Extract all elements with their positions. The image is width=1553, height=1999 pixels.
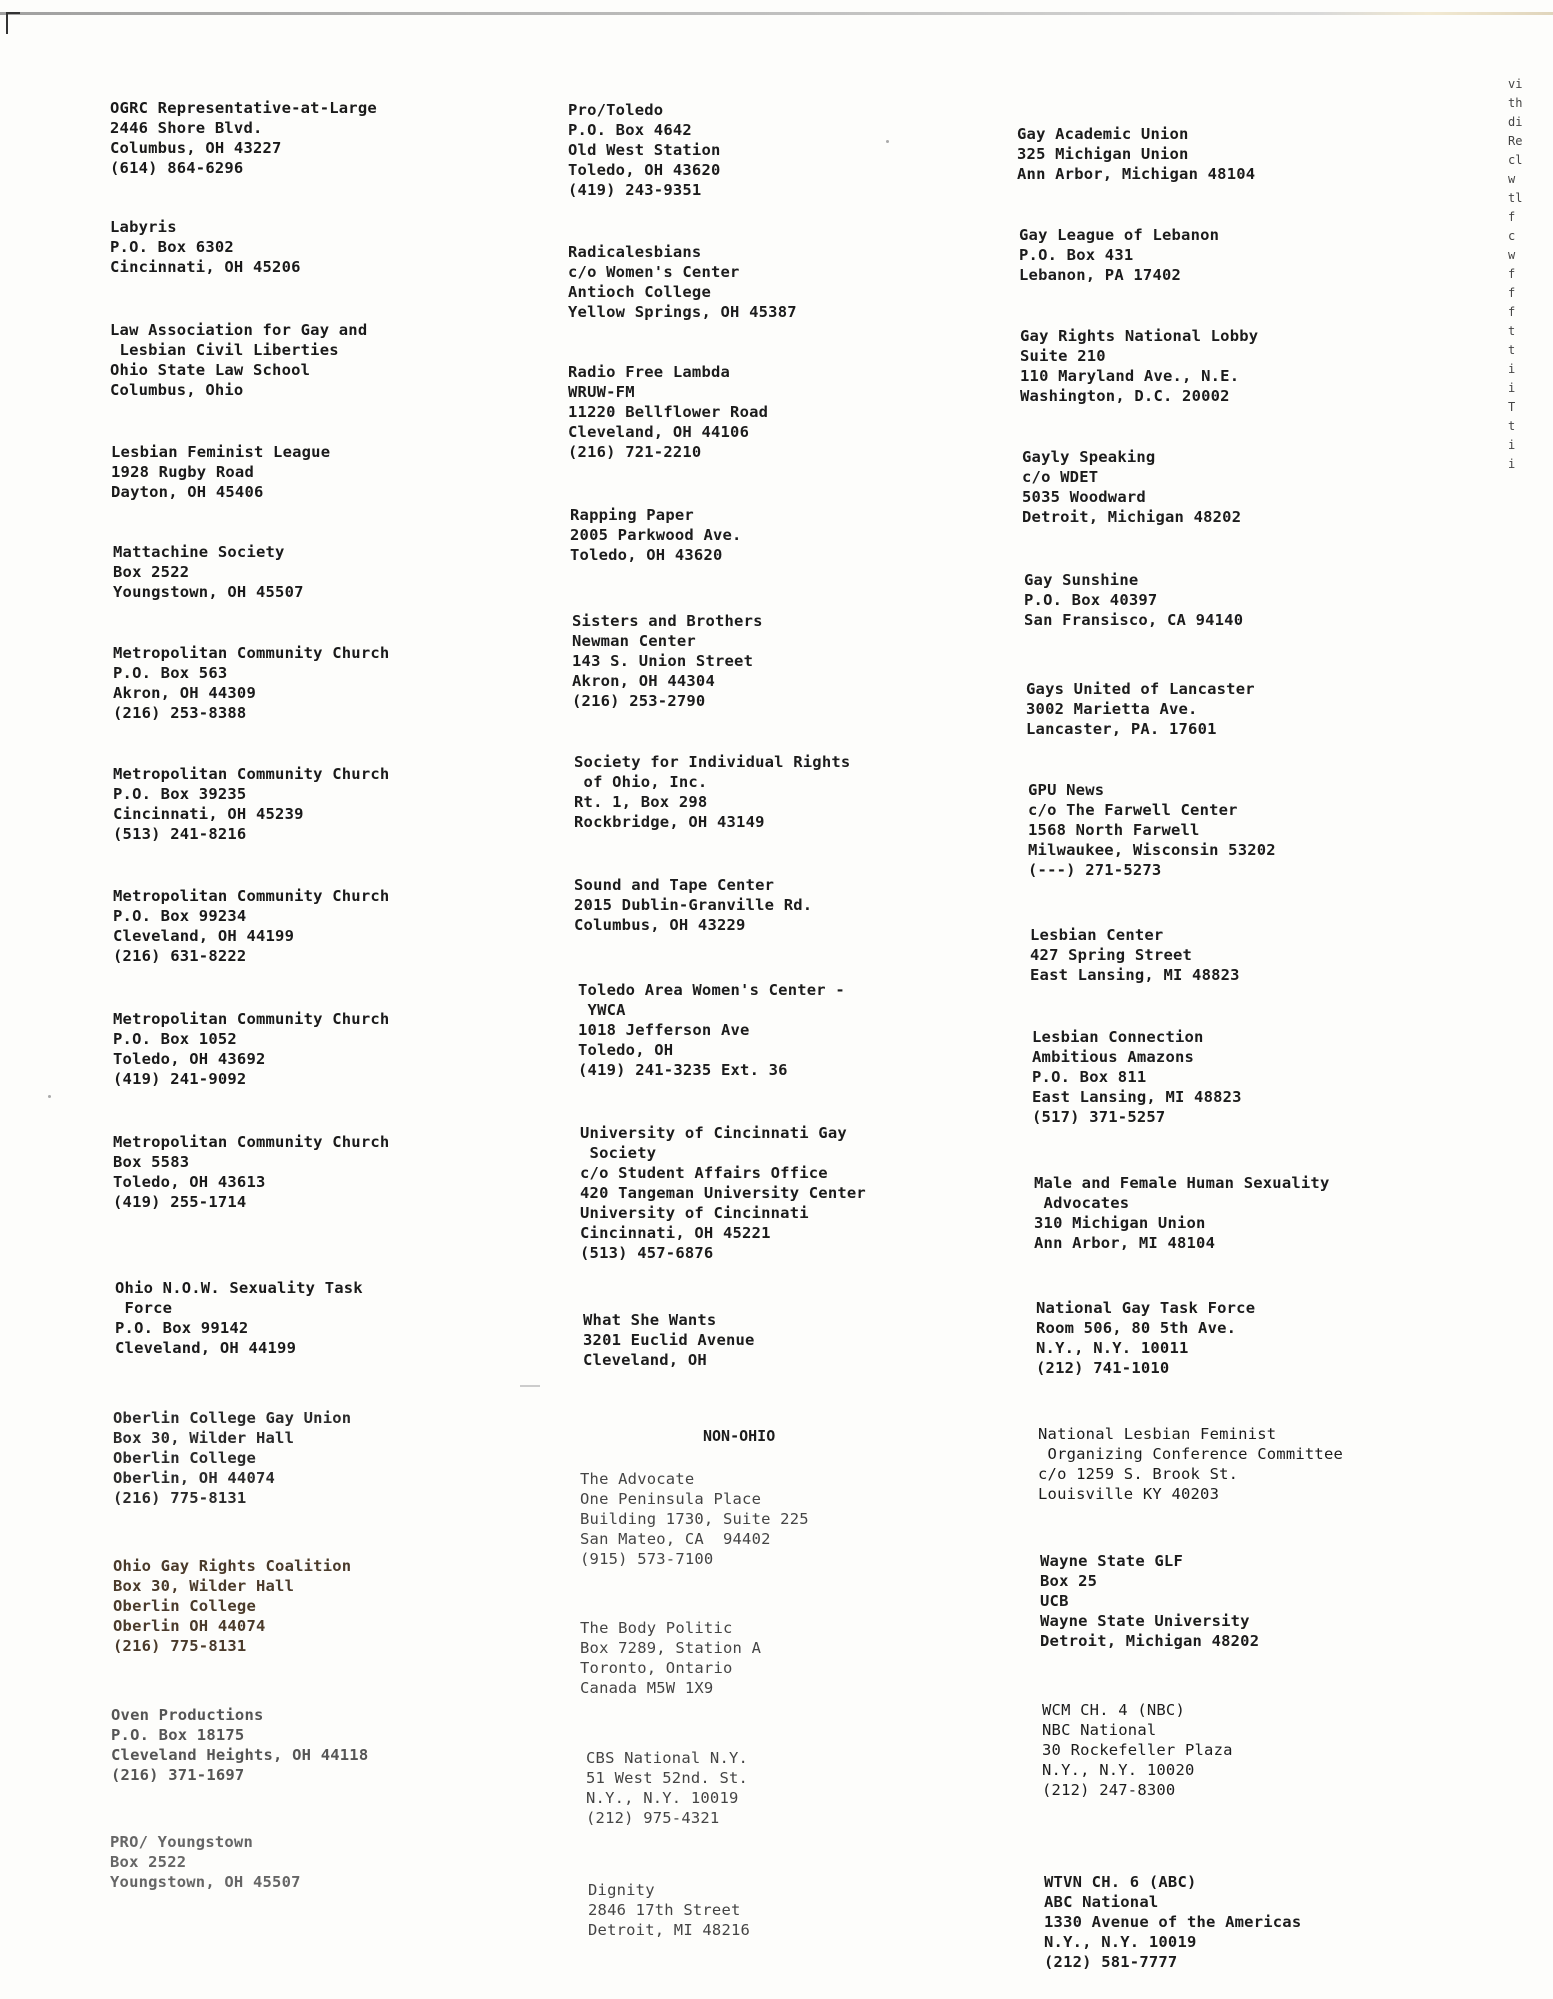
- entry-line: 310 Michigan Union: [1034, 1214, 1206, 1232]
- entry-line: (513) 457-6876: [580, 1244, 714, 1262]
- directory-entry: [113, 1132, 389, 1212]
- entry-line: (212) 581-7777: [1044, 1953, 1178, 1971]
- entry-line: P.O. Box 563: [113, 664, 228, 682]
- entry-line: Toronto, Ontario: [580, 1659, 733, 1677]
- edge-fragment: i: [1508, 438, 1516, 452]
- entry-line: Ann Arbor, Michigan 48104: [1017, 165, 1256, 183]
- directory-entry: [574, 875, 812, 935]
- directory-entry: [1040, 1551, 1259, 1651]
- entry-name: Lesbian Feminist League: [111, 443, 331, 461]
- entry-name: Lesbian Center: [1030, 926, 1164, 944]
- edge-fragment: t: [1508, 343, 1516, 357]
- entry-line: Organizing Conference Committee: [1038, 1445, 1344, 1463]
- directory-entry: [113, 1009, 389, 1089]
- entry-line: Yellow Springs, OH 45387: [568, 303, 797, 321]
- entry-line: c/o Women's Center: [568, 263, 740, 281]
- entry-name: Rapping Paper: [570, 506, 694, 524]
- edge-fragment: f: [1508, 210, 1516, 224]
- entry-line: P.O. Box 40397: [1024, 591, 1158, 609]
- entry-line: P.O. Box 99142: [115, 1319, 249, 1337]
- edge-fragment: T: [1508, 400, 1516, 414]
- entry-line: P.O. Box 39235: [113, 785, 247, 803]
- edge-fragment: vi: [1508, 77, 1523, 91]
- entry-line: Cleveland Heights, OH 44118: [111, 1746, 369, 1764]
- entry-line: Box 30, Wilder Hall: [113, 1429, 295, 1447]
- edge-fragment: w: [1508, 172, 1516, 186]
- entry-line: Cincinnati, OH 45221: [580, 1224, 771, 1242]
- directory-entry: [110, 320, 367, 400]
- entry-line: 51 West 52nd. St.: [586, 1769, 749, 1787]
- directory-entry: [1038, 1424, 1343, 1504]
- entry-line: (513) 241-8216: [113, 825, 247, 843]
- entry-name: Radicalesbians: [568, 243, 702, 261]
- non-ohio-heading: NON-OHIO: [703, 1427, 776, 1445]
- entry-line: (216) 253-2790: [572, 692, 706, 710]
- entry-line: Toledo, OH 43613: [113, 1173, 266, 1191]
- entry-line: Milwaukee, Wisconsin 53202: [1028, 841, 1276, 859]
- entry-line: Detroit, Michigan 48202: [1040, 1632, 1260, 1650]
- entry-name: OGRC Representative-at-Large: [110, 99, 377, 117]
- entry-line: P.O. Box 4642: [568, 121, 692, 139]
- entry-line: (216) 631-8222: [113, 947, 247, 965]
- entry-line: Oberlin, OH 44074: [113, 1469, 276, 1487]
- directory-entry: [583, 1310, 755, 1370]
- entry-name: Radio Free Lambda: [568, 363, 731, 381]
- entry-line: Ann Arbor, MI 48104: [1034, 1234, 1216, 1252]
- entry-line: 3002 Marietta Ave.: [1026, 700, 1198, 718]
- entry-line: Suite 210: [1020, 347, 1106, 365]
- directory-entry: [111, 442, 330, 502]
- entry-line: Box 25: [1040, 1572, 1098, 1590]
- entry-name: Gay Sunshine: [1024, 571, 1139, 589]
- entry-line: NBC National: [1042, 1721, 1157, 1739]
- edge-fragment: f: [1508, 267, 1516, 281]
- scan-edge-line: [0, 12, 1553, 15]
- entry-line: N.Y., N.Y. 10011: [1036, 1339, 1189, 1357]
- entry-line: ABC National: [1044, 1893, 1159, 1911]
- edge-fragment: tl: [1508, 191, 1523, 205]
- entry-line: Toledo, OH 43620: [570, 546, 723, 564]
- entry-line: 1330 Avenue of the Americas: [1044, 1913, 1302, 1931]
- entry-line: Box 7289, Station A: [580, 1639, 762, 1657]
- entry-line: N.Y., N.Y. 10019: [586, 1789, 739, 1807]
- entry-line: Society: [580, 1144, 657, 1162]
- entry-line: One Peninsula Place: [580, 1490, 762, 1508]
- entry-line: San Fransisco, CA 94140: [1024, 611, 1244, 629]
- entry-line: Force: [115, 1299, 173, 1317]
- entry-line: c/o WDET: [1022, 468, 1099, 486]
- entry-line: 5035 Woodward: [1022, 488, 1146, 506]
- entry-line: (419) 241-9092: [113, 1070, 247, 1088]
- entry-name: Toledo Area Women's Center -: [578, 981, 845, 999]
- entry-name: Labyris: [110, 218, 177, 236]
- entry-name: Law Association for Gay and: [110, 321, 368, 339]
- entry-line: Toledo, OH 43620: [568, 161, 721, 179]
- entry-line: Box 30, Wilder Hall: [113, 1577, 295, 1595]
- entry-line: Antioch College: [568, 283, 711, 301]
- entry-line: Oberlin College: [113, 1449, 256, 1467]
- entry-name: Sound and Tape Center: [574, 876, 775, 894]
- entry-line: Old West Station: [568, 141, 721, 159]
- entry-line: 2015 Dublin-Granville Rd.: [574, 896, 813, 914]
- entry-line: 1568 North Farwell: [1028, 821, 1200, 839]
- edge-fragment: i: [1508, 381, 1516, 395]
- entry-line: (419) 241-3235 Ext. 36: [578, 1061, 788, 1079]
- entry-line: 143 S. Union Street: [572, 652, 754, 670]
- directory-entry: [1030, 925, 1240, 985]
- entry-line: (216) 775-8131: [113, 1637, 247, 1655]
- directory-entry: [568, 242, 797, 322]
- edge-fragment: t: [1508, 324, 1516, 338]
- edge-fragment: cl: [1508, 153, 1523, 167]
- directory-entry: [115, 1278, 363, 1358]
- entry-line: (212) 741-1010: [1036, 1359, 1170, 1377]
- directory-entry: [113, 1408, 351, 1508]
- entry-line: Toledo, OH 43692: [113, 1050, 266, 1068]
- entry-line: Akron, OH 44304: [572, 672, 715, 690]
- entry-line: P.O. Box 99234: [113, 907, 247, 925]
- directory-entry: [580, 1123, 866, 1263]
- entry-line: (212) 975-4321: [586, 1809, 720, 1827]
- directory-entry: [586, 1748, 748, 1828]
- directory-entry: [1017, 124, 1255, 184]
- entry-line: (216) 253-8388: [113, 704, 247, 722]
- edge-fragment: f: [1508, 286, 1516, 300]
- edge-fragment: di: [1508, 115, 1523, 129]
- entry-line: (614) 864-6296: [110, 159, 244, 177]
- entry-line: 110 Maryland Ave., N.E.: [1020, 367, 1240, 385]
- directory-entry: [1022, 447, 1241, 527]
- entry-line: 1018 Jefferson Ave: [578, 1021, 750, 1039]
- directory-entry: [568, 100, 721, 200]
- directory-entry: [572, 611, 763, 711]
- directory-entry: [1042, 1700, 1233, 1800]
- entry-line: c/o The Farwell Center: [1028, 801, 1238, 819]
- directory-entry: [1026, 679, 1255, 739]
- entry-line: 3201 Euclid Avenue: [583, 1331, 755, 1349]
- entry-line: Oberlin OH 44074: [113, 1617, 266, 1635]
- entry-line: Canada M5W 1X9: [580, 1679, 714, 1697]
- entry-line: 2846 17th Street: [588, 1901, 741, 1919]
- entry-line: Ohio State Law School: [110, 361, 311, 379]
- entry-line: Columbus, OH 43227: [110, 139, 282, 157]
- entry-line: 30 Rockefeller Plaza: [1042, 1741, 1233, 1759]
- entry-line: Oberlin College: [113, 1597, 256, 1615]
- entry-line: Box 5583: [113, 1153, 190, 1171]
- edge-fragment: f: [1508, 305, 1516, 319]
- directory-entry: [113, 542, 304, 602]
- entry-line: Building 1730, Suite 225: [580, 1510, 809, 1528]
- entry-line: P.O. Box 811: [1032, 1068, 1147, 1086]
- entry-line: (419) 255-1714: [113, 1193, 247, 1211]
- entry-name: Sisters and Brothers: [572, 612, 763, 630]
- entry-line: Washington, D.C. 20002: [1020, 387, 1230, 405]
- entry-line: Lesbian Civil Liberties: [110, 341, 339, 359]
- entry-line: Detroit, Michigan 48202: [1022, 508, 1242, 526]
- entry-line: Louisville KY 40203: [1038, 1485, 1220, 1503]
- entry-line: N.Y., N.Y. 10020: [1042, 1761, 1195, 1779]
- entry-name: Gay Rights National Lobby: [1020, 327, 1259, 345]
- entry-line: Ambitious Amazons: [1032, 1048, 1195, 1066]
- directory-entry: [110, 217, 301, 277]
- directory-entry: [111, 1705, 368, 1785]
- directory-entry: [588, 1880, 750, 1940]
- entry-name: The Advocate: [580, 1470, 695, 1488]
- entry-line: Youngstown, OH 45507: [110, 1873, 301, 1891]
- entry-line: P.O. Box 431: [1019, 246, 1134, 264]
- entry-name: GPU News: [1028, 781, 1105, 799]
- entry-line: 2005 Parkwood Ave.: [570, 526, 742, 544]
- entry-line: P.O. Box 18175: [111, 1726, 245, 1744]
- directory-entry: [1034, 1173, 1330, 1253]
- entry-name: Metropolitan Community Church: [113, 1133, 390, 1151]
- entry-name: Wayne State GLF: [1040, 1552, 1183, 1570]
- entry-line: P.O. Box 1052: [113, 1030, 237, 1048]
- directory-entry: [110, 98, 377, 178]
- entry-name: CBS National N.Y.: [586, 1749, 749, 1767]
- entry-name: Metropolitan Community Church: [113, 765, 390, 783]
- entry-name: PRO/ Youngstown: [110, 1833, 253, 1851]
- entry-line: UCB: [1040, 1592, 1069, 1610]
- entry-line: (915) 573-7100: [580, 1550, 714, 1568]
- entry-line: Cincinnati, OH 45206: [110, 258, 301, 276]
- entry-name: Metropolitan Community Church: [113, 1010, 390, 1028]
- entry-name: Gay League of Lebanon: [1019, 226, 1220, 244]
- entry-line: Newman Center: [572, 632, 696, 650]
- directory-entry: [110, 1832, 301, 1892]
- entry-line: Cincinnati, OH 45239: [113, 805, 304, 823]
- entry-line: 11220 Bellflower Road: [568, 403, 769, 421]
- directory-entry: [113, 764, 389, 844]
- directory-entry: [1044, 1872, 1301, 1972]
- entry-name: Gays United of Lancaster: [1026, 680, 1255, 698]
- entry-name: Dignity: [588, 1881, 655, 1899]
- entry-line: East Lansing, MI 48823: [1030, 966, 1240, 984]
- entry-name: National Gay Task Force: [1036, 1299, 1256, 1317]
- entry-line: Cleveland, OH 44106: [568, 423, 750, 441]
- edge-fragment: i: [1508, 362, 1516, 376]
- entry-name: The Body Politic: [580, 1619, 733, 1637]
- directory-entry: [1032, 1027, 1242, 1127]
- directory-entry: [113, 886, 389, 966]
- entry-line: Advocates: [1034, 1194, 1130, 1212]
- entry-line: Cleveland, OH 44199: [113, 927, 295, 945]
- entry-line: (212) 247-8300: [1042, 1781, 1176, 1799]
- entry-line: University of Cincinnati: [580, 1204, 809, 1222]
- entry-name: Gay Academic Union: [1017, 125, 1189, 143]
- entry-name: Metropolitan Community Church: [113, 887, 390, 905]
- directory-entry: [570, 505, 742, 565]
- entry-line: Wayne State University: [1040, 1612, 1250, 1630]
- entry-line: YWCA: [578, 1001, 626, 1019]
- entry-line: (419) 243-9351: [568, 181, 702, 199]
- entry-line: Box 2522: [110, 1853, 187, 1871]
- entry-name: Mattachine Society: [113, 543, 285, 561]
- directory-entry: [1036, 1298, 1255, 1378]
- edge-fragment: t: [1508, 419, 1516, 433]
- directory-entry: [1019, 225, 1219, 285]
- entry-line: San Mateo, CA 94402: [580, 1530, 771, 1548]
- edge-fragment: c: [1508, 229, 1516, 243]
- entry-line: WRUW-FM: [568, 383, 635, 401]
- entry-line: P.O. Box 6302: [110, 238, 234, 256]
- entry-line: Columbus, OH 43229: [574, 916, 746, 934]
- entry-line: 420 Tangeman University Center: [580, 1184, 866, 1202]
- entry-line: 427 Spring Street: [1030, 946, 1193, 964]
- directory-entry: [113, 1556, 351, 1656]
- entry-line: of Ohio, Inc.: [574, 773, 708, 791]
- corner-mark: [6, 12, 20, 34]
- entry-name: University of Cincinnati Gay: [580, 1124, 847, 1142]
- entry-line: East Lansing, MI 48823: [1032, 1088, 1242, 1106]
- entry-line: (517) 371-5257: [1032, 1108, 1166, 1126]
- entry-name: Lesbian Connection: [1032, 1028, 1204, 1046]
- entry-line: c/o 1259 S. Brook St.: [1038, 1465, 1239, 1483]
- entry-name: WCM CH. 4 (NBC): [1042, 1701, 1185, 1719]
- entry-line: Toledo, OH: [578, 1041, 674, 1059]
- directory-entry: [1020, 326, 1258, 406]
- entry-line: (216) 371-1697: [111, 1766, 245, 1784]
- directory-entry: [1024, 570, 1243, 630]
- entry-name: Male and Female Human Sexuality: [1034, 1174, 1330, 1192]
- entry-name: Ohio Gay Rights Coalition: [113, 1557, 352, 1575]
- entry-line: Dayton, OH 45406: [111, 483, 264, 501]
- entry-line: Detroit, MI 48216: [588, 1921, 751, 1939]
- entry-line: Box 2522: [113, 563, 190, 581]
- scan-speck: [886, 140, 889, 143]
- edge-fragment: Re: [1508, 134, 1523, 148]
- entry-name: Oven Productions: [111, 1706, 264, 1724]
- directory-entry: [578, 980, 845, 1080]
- directory-entry: [568, 362, 768, 462]
- entry-line: 1928 Rugby Road: [111, 463, 254, 481]
- entry-line: c/o Student Affairs Office: [580, 1164, 828, 1182]
- directory-entry: [574, 752, 850, 832]
- entry-line: 2446 Shore Blvd.: [110, 119, 263, 137]
- entry-name: National Lesbian Feminist: [1038, 1425, 1277, 1443]
- entry-line: Youngstown, OH 45507: [113, 583, 304, 601]
- entry-line: Cleveland, OH 44199: [115, 1339, 297, 1357]
- entry-line: Rockbridge, OH 43149: [574, 813, 765, 831]
- entry-line: Columbus, Ohio: [110, 381, 244, 399]
- entry-line: Cleveland, OH: [583, 1351, 707, 1369]
- edge-fragment: th: [1508, 96, 1523, 110]
- entry-line: (216) 775-8131: [113, 1489, 247, 1507]
- edge-fragment: w: [1508, 248, 1516, 262]
- entry-line: Lancaster, PA. 17601: [1026, 720, 1217, 738]
- entry-line: 325 Michigan Union: [1017, 145, 1189, 163]
- entry-line: (---) 271-5273: [1028, 861, 1162, 879]
- entry-line: Lebanon, PA 17402: [1019, 266, 1182, 284]
- scan-speck: [48, 1095, 51, 1098]
- entry-name: Oberlin College Gay Union: [113, 1409, 352, 1427]
- edge-fragment: i: [1508, 457, 1516, 471]
- directory-entry: [113, 643, 389, 723]
- entry-name: What She Wants: [583, 1311, 717, 1329]
- directory-entry: [580, 1618, 761, 1698]
- adjacent-page-edge-text: [1508, 75, 1548, 474]
- entry-line: Room 506, 80 5th Ave.: [1036, 1319, 1237, 1337]
- directory-entry: [1028, 780, 1276, 880]
- entry-name: Metropolitan Community Church: [113, 644, 390, 662]
- entry-name: Pro/Toledo: [568, 101, 664, 119]
- entry-line: Akron, OH 44309: [113, 684, 256, 702]
- entry-name: Ohio N.O.W. Sexuality Task: [115, 1279, 363, 1297]
- entry-line: N.Y., N.Y. 10019: [1044, 1933, 1197, 1951]
- entry-line: Rt. 1, Box 298: [574, 793, 708, 811]
- entry-name: Society for Individual Rights: [574, 753, 851, 771]
- entry-name: Gayly Speaking: [1022, 448, 1156, 466]
- scan-smudge: [520, 1385, 540, 1387]
- directory-entry: [580, 1469, 809, 1569]
- entry-line: (216) 721-2210: [568, 443, 702, 461]
- entry-name: WTVN CH. 6 (ABC): [1044, 1873, 1197, 1891]
